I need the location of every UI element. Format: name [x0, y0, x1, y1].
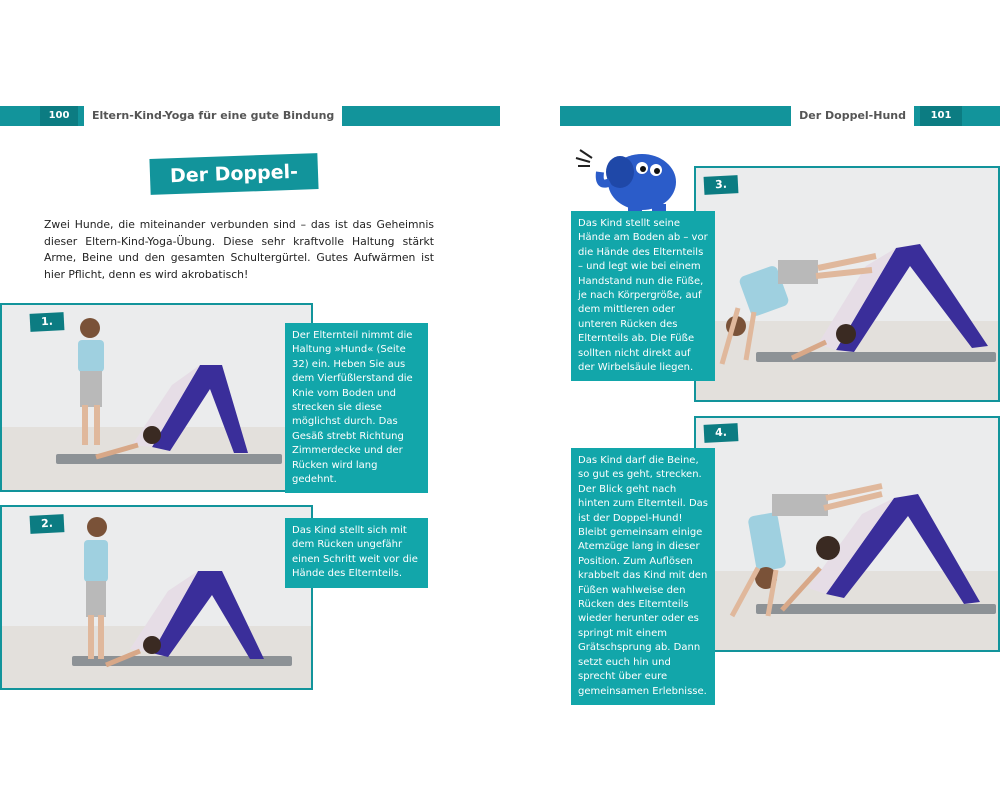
left-page-number: 100	[40, 106, 78, 126]
step1-photo	[0, 303, 313, 492]
step2-caption: Das Kind stellt sich mit dem Rücken ungefähr einen Schritt weit vor die Hände des Elternteils.	[285, 518, 428, 588]
step2-figures	[2, 507, 313, 690]
step4-figures	[696, 418, 1000, 652]
right-running-head: Der Doppel-Hund	[791, 106, 914, 126]
left-running-head: Eltern-Kind-Yoga für eine gute Bindung	[84, 106, 342, 126]
step3-photo	[694, 166, 1000, 402]
step4-photo	[694, 416, 1000, 652]
step3-badge: 3.	[704, 175, 739, 195]
page-title: Der Doppel-Hund	[149, 153, 318, 195]
step1-badge: 1.	[30, 312, 65, 332]
step4-caption: Das Kind darf die Beine, so gut es geht, strecken. Der Blick geht nach hinten zum Elternteil. Das ist der Doppel-Hund! Bleibt gemeinsam einige Atemzüge lang in dieser Position. Zum Auflösen krabbelt das Kind mit den Füßen wahlweise den Rücken des Elternteils wieder herunter oder es springt mit einem Grätschsprung ab. Dann setzt euch hin und sprecht über eure gemeinsamen Erlebnisse.	[571, 448, 715, 705]
intro-paragraph: Zwei Hunde, die miteinander verbunden sind – das ist das Geheimnis dieser Eltern-Kind-Yoga-Übung. Diese sehr kraftvolle Haltung stärkt Arme, Beine und den gesamten Schultergürtel. Gutes Aufwärmen ist hier Pflicht, denn es wird akrobatisch!	[44, 218, 434, 281]
step3-figures	[696, 168, 1000, 402]
right-page-number: 101	[920, 106, 962, 126]
step1-caption: Der Elternteil nimmt die Haltung »Hund« (Seite 32) ein. Heben Sie aus dem Vierfüßlerstand die Knie vom Boden und strecken sie diese möglichst durch. Das Gesäß strebt Richtung Zimmerdecke und der Rücken wird lang gedehnt.	[285, 323, 428, 493]
step2-badge: 2.	[30, 514, 65, 534]
elephant-mascot-icon	[572, 142, 684, 220]
step3-caption: Das Kind stellt seine Hände am Boden ab – vor die Hände des Elternteils – und legt wie bei einem Handstand nun die Füße, je nach Körpergröße, auf dem mittleren oder unteren Rücken des Elternteils ab. Die Füße sollten nicht direkt auf der Wirbelsäule liegen.	[571, 211, 715, 381]
step1-figures	[2, 305, 313, 492]
step4-badge: 4.	[704, 423, 739, 443]
